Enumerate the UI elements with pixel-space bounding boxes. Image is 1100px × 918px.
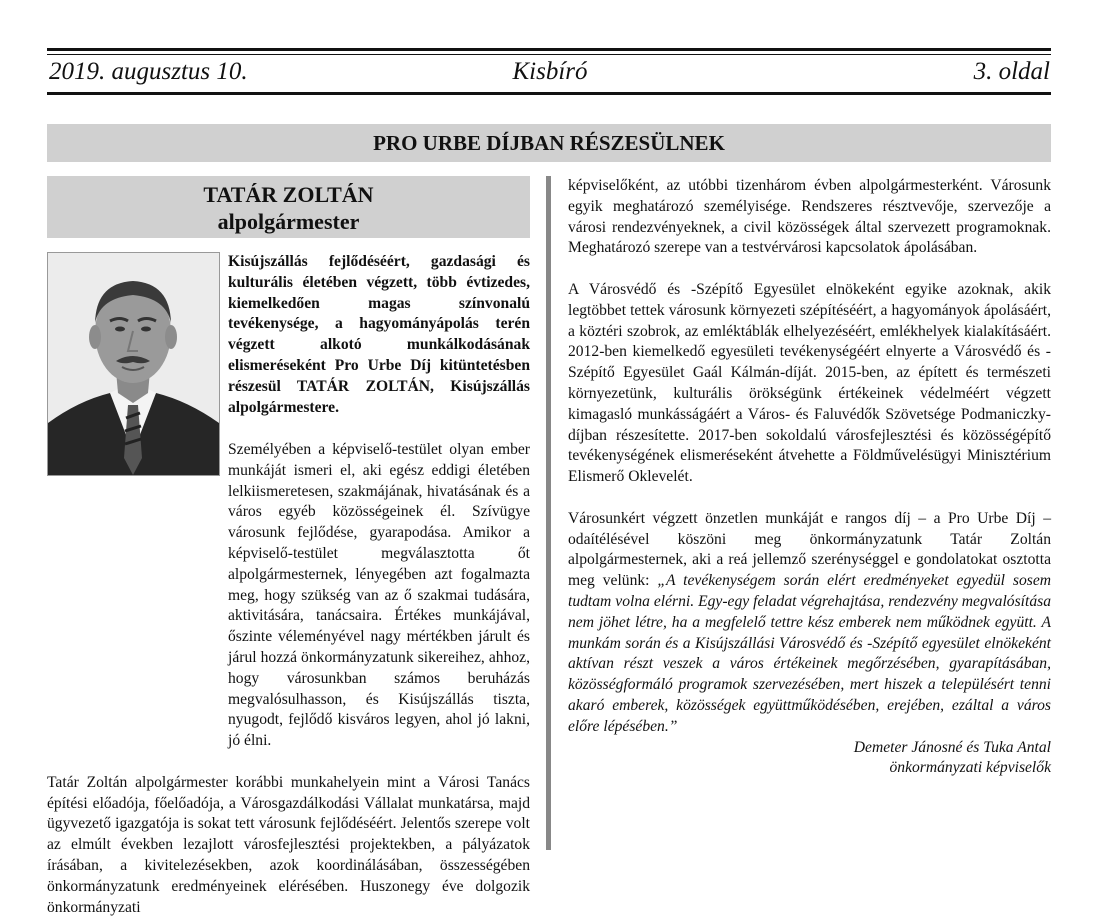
paragraph-closing	[568, 509, 1051, 738]
paragraph-career: Tatár Zoltán alpolgármester korábbi munkahelyein mint a Városi Tanács építési előadója, főelőadója, a Városgazdálkodási Vállalat munkatársa, majd ügyvezető igazgatója is sokat tett városunk fejlődéséért. Jelentős szerepe volt az elmúlt években lezajlott városfejlesztési projektekben, a pályázatok írásában, a kivitelezésekben, azok koordinálásában, összességében önkormányzatunk eredményeinek elérésében. Huszonegy éve dolgozik önkormányzati	[47, 773, 530, 916]
closing-intro: Városunkért végzett önzetlen munkáját e rangos díj – a Pro Urbe Díj – odaítélésével köszöni meg önkormányzatunk Tatár Zoltán alpolgármesternek, aki a reá jellemző szerénységgel e gondolatokat osztotta meg velünk:	[568, 509, 1051, 590]
page-number: 3. oldal	[973, 58, 1050, 85]
paragraph-personality	[47, 440, 530, 752]
signature-names: Demeter Jánosné és Tuka Antal	[853, 738, 1051, 756]
person-role: alpolgármester	[217, 209, 360, 234]
paragraph-text: Személyében a képviselő-testület olyan ember munkáját ismeri el, aki egész eddigi életében lelkiismeretesen, szakmájának, hivatásának és a város egyéb közösségeinek él. Szívügye városunk fejlődése, gyarapodása. Amikor a képviselő-testület megválasztotta őt alpolgármesternek, lényegében azt fogalmazta meg, hogy szükség van az ő szakmai tudására, aktivitására, tanácsaira. Értékes munkájával, őszinte véleményével nagy mértékben járult és járul hozzá önkormányzatunk sikereihez, ahhoz, hogy városunkban számos beruházás megvalósulhasson, és Kisújszállás tiszta, nyugodt, fejlődő kisváros legyen, ahol jó lakni, jó élni.	[228, 441, 530, 750]
closing-quote: „A tevékenységem során elért eredményeket egyedül sosem tudtam volna elérni. Egy-egy feladat végrehajtása, rendezvény megvalósítása nem jöhet létre, ha a megfelelő tettre kész emberek nem működnek együtt. A munkám során és a Kisújszállási Városvédő és -Szépítő egyesület elnökeként aktívan részt veszek a város értékeinek megőrzésében, gyarapításában, közösségformáló programok szervezésében, mert hiszek a településért tenni akaró emberek, közösségek együttműködésében, erejében, ezáltal a város előre lépésében.”	[568, 572, 1051, 735]
header-rule-bottom	[47, 92, 1051, 95]
person-title-box	[47, 176, 530, 238]
header-rule-top	[47, 48, 1051, 51]
section-banner: PRO URBE DÍJBAN RÉSZESÜLNEK	[47, 124, 1051, 162]
publication-name: Kisbíró	[512, 58, 588, 85]
person-name: TATÁR ZOLTÁN	[203, 182, 374, 207]
left-column	[47, 440, 530, 918]
column-divider	[546, 176, 551, 850]
paragraph-representative: képviselőként, az utóbbi tizenhárom évben alpolgármesterként. Városunk egyik meghatározó személyisége. Rendszeres résztvevője, szervezője a városi rendezvényeknek, a civil közösségek által szervezett programoknak. Meghatározó szerepe van a testvérvárosi kapcsolatok ápolásában.	[568, 177, 1051, 257]
right-column	[568, 176, 1051, 779]
paragraph-association: A Városvédő és -Szépítő Egyesület elnökeként egyike azoknak, akik legtöbbet tettek városunk környezeti szépítéséért, a hagyományok ápolásáért, a köztéri szobrok, az emléktáblák elhelyezéséért, emlékhelyek kialakításáért. 2012-ben kiemelkedő egyesületi tevékenységéért elnyerte a Városvédő és -Szépítő Egyesület Gaál Kálmán-díját. 2015-ben, az épített és természeti környezetünk, kulturális örökségünk értékeinek védelméért végzett kimagasló munkásságáért a Város- és Faluvédők Szövetsége Podmaniczky-díjban részesítette. 2017-ben sokoldalú városfejlesztési és közösségépítő tevékenységének elismeréseként átvehette a Földművelésügyi Minisztérium Elismerő Oklevelét.	[568, 280, 1051, 486]
issue-date: 2019. augusztus 10.	[49, 58, 248, 85]
intro-paragraph: Kisújszállás fejlődéséért, gazdasági és kulturális életében végzett, több évtizedes, kiemelkedően magas színvonalú tevékenysége, a hagyományápolás terén végzett alkotó munkálkodásának elismeréseként Pro Urbe Díj kitüntetésben részesül TATÁR ZOLTÁN, Kisújszállás alpolgármestere.	[228, 253, 530, 416]
header-rule-top-thin	[47, 54, 1051, 55]
signature-title: önkormányzati képviselők	[889, 759, 1051, 777]
